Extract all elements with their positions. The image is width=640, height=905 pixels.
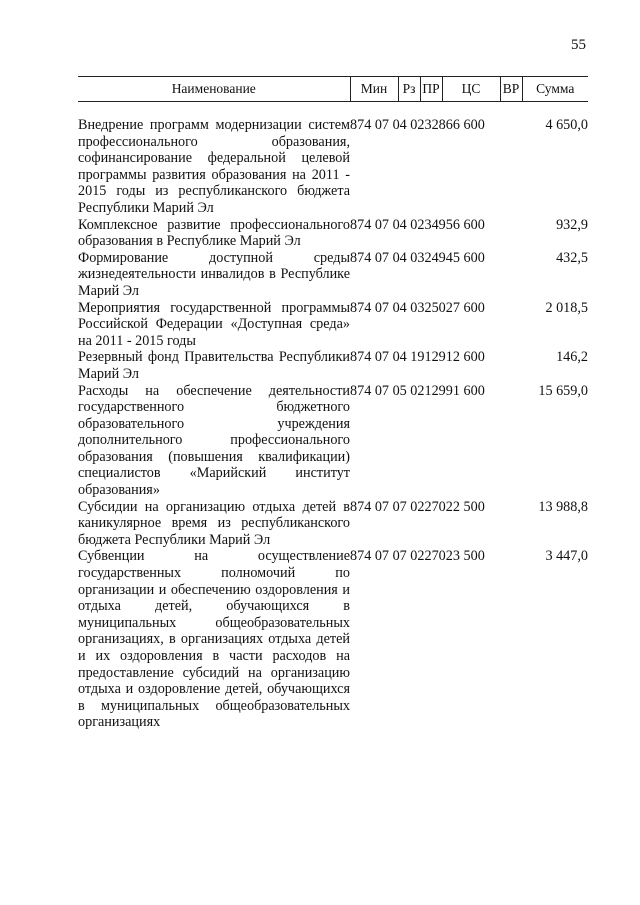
row-name: Субсидии на организацию отдыха детей в каникулярное время из республиканского бюджета Республики Марий Эл bbox=[78, 498, 350, 548]
row-code: 874 07 05 0212991 600 bbox=[350, 382, 485, 399]
table-row bbox=[78, 250, 588, 300]
table-row bbox=[78, 349, 588, 382]
row-name: Расходы на обеспечение деятельности государственного бюджетного образовательного учреждения дополнительного профессионального образования (повышения квалификации) специалистов «Марийский институт образования» bbox=[78, 382, 350, 499]
table-row bbox=[78, 117, 588, 217]
row-name: Мероприятия государственной программы Российской Федерации «Доступная среда» на 2011 - 2015 годы bbox=[78, 299, 350, 349]
row-sum: 2 018,5 bbox=[545, 299, 588, 316]
row-code: 874 07 04 0325027 600 bbox=[350, 299, 485, 316]
table-row bbox=[78, 548, 588, 731]
budget-table bbox=[78, 76, 588, 731]
row-code: 874 07 04 0232866 600 bbox=[350, 117, 485, 133]
row-name: Внедрение программ модернизации систем профессионального образования, софинансирование федеральной целевой программы развития образования на 2011 - 2015 годы из республиканского бюджета Республики Марий Эл bbox=[78, 117, 350, 216]
row-name: Субвенции на осуществление государственных полномочий по организации и обеспечению оздоровления и отдыха детей, обучающихся в муниципальных общеобразовательных организациях, в организациях отдыха детей и их оздоровления в части расходов на предоставление субсидий на организацию отдыха и оздоровление детей, обучающихся в муниципальных общеобразовательных организациях bbox=[78, 548, 350, 731]
row-code: 874 07 04 0324945 600 bbox=[350, 249, 485, 266]
row-sum: 3 447,0 bbox=[545, 548, 588, 565]
row-sum: 4 650,0 bbox=[545, 117, 588, 133]
row-sum: 146,2 bbox=[556, 349, 588, 366]
header-name: Наименование bbox=[78, 77, 350, 102]
table-header-row bbox=[78, 77, 588, 102]
table-row bbox=[78, 300, 588, 350]
row-sum: 15 659,0 bbox=[538, 382, 588, 399]
row-name: Резервный фонд Правительства Республики Марий Эл bbox=[78, 349, 350, 382]
row-sum: 932,9 bbox=[556, 216, 588, 233]
table-row bbox=[78, 383, 588, 499]
row-code: 874 07 04 0234956 600 bbox=[350, 216, 485, 233]
row-name: Комплексное развитие профессионального образования в Республике Марий Эл bbox=[78, 216, 350, 250]
header-cs: ЦС bbox=[442, 77, 500, 102]
row-code: 874 07 07 0227023 500 bbox=[350, 548, 485, 565]
header-min: Мин bbox=[350, 77, 398, 102]
page-number: 55 bbox=[571, 37, 586, 53]
row-sum: 13 988,8 bbox=[538, 498, 588, 515]
row-name: Формирование доступной среды жизнедеятельности инвалидов в Республике Марий Эл bbox=[78, 249, 350, 299]
table-row bbox=[78, 499, 588, 549]
header-sum: Сумма bbox=[522, 77, 588, 102]
header-vr: ВР bbox=[500, 77, 522, 102]
row-sum: 432,5 bbox=[556, 249, 588, 266]
row-code: 874 07 07 0227022 500 bbox=[350, 498, 485, 515]
table-row bbox=[78, 217, 588, 250]
row-code: 874 07 04 1912912 600 bbox=[350, 349, 485, 366]
header-pr: ПР bbox=[420, 77, 442, 102]
header-rz: Рз bbox=[398, 77, 420, 102]
